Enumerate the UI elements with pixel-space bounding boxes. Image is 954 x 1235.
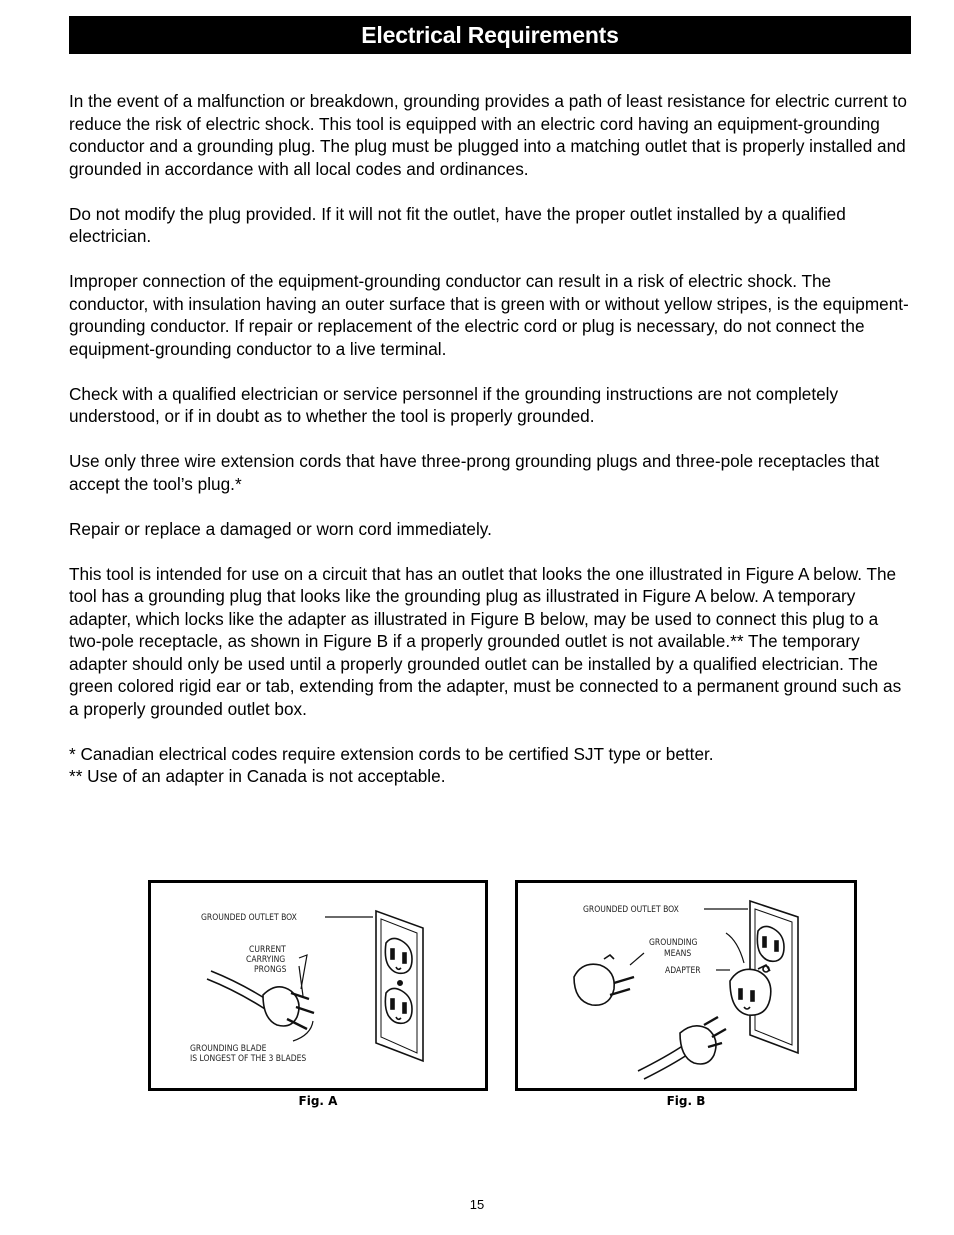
section-title: Electrical Requirements: [361, 21, 619, 48]
label-grounding-blade: GROUNDING BLADE: [190, 1044, 267, 1054]
figure-b-caption: Fig. B: [666, 1094, 706, 1108]
label-adapter: ADAPTER: [665, 966, 701, 976]
figure-a-illustration: [151, 883, 485, 1088]
figure-b-frame: [515, 880, 857, 1091]
leader-lines: [293, 917, 373, 1041]
three-prong-plug-illustration: [638, 1017, 726, 1079]
footnotes: [69, 743, 911, 788]
figure-a: [148, 880, 488, 1108]
figure-b-illustration: [518, 883, 854, 1088]
label-prongs: PRONGS: [254, 965, 287, 975]
figure-a-caption: Fig. A: [298, 1094, 338, 1108]
body-text: [69, 90, 911, 788]
footnote-adapter-canada: ** Use of an adapter in Canada is not acceptable.: [69, 766, 446, 786]
figure-a-frame: [148, 880, 488, 1091]
label-current: CURRENT: [249, 945, 286, 955]
page-number: 15: [469, 1197, 485, 1212]
paragraph-modify-plug: Do not modify the plug provided. If it will not fit the outlet, have the proper outlet installed by a qualified electrician.: [69, 203, 846, 246]
figure-b: [515, 880, 857, 1108]
outlet-plate-illustration: [376, 911, 423, 1061]
label-grounding: GROUNDING: [649, 938, 698, 948]
two-prong-plug-illustration: [574, 955, 634, 1005]
paragraph-repair-cord: Repair or replace a damaged or worn cord immediately.: [69, 518, 492, 539]
paragraph-improper-connection: Improper connection of the equipment-grounding conductor can result in a risk of electric shock. The conductor, with insulation having an outer surface that is green with or without yellow stripes, is the equipment-grounding conductor. If repair or replacement of the electric cord or plug is necessary, do not connect the equipment-grounding conductor to a live terminal.: [69, 271, 909, 359]
footnote-canadian-codes: * Canadian electrical codes require extension cords to be certified SJT type or better.: [69, 743, 714, 764]
paragraph-extension-cords: Use only three wire extension cords that have three-prong grounding plugs and three-pole receptacles that accept the tool’s plug.*: [69, 451, 880, 494]
grounding-plug-illustration: [207, 971, 314, 1029]
label-longest-blade: IS LONGEST OF THE 3 BLADES: [190, 1054, 307, 1064]
adapter-illustration: [730, 965, 771, 1015]
label-grounded-outlet-box: GROUNDED OUTLET BOX: [201, 913, 297, 923]
paragraph-check-electrician: Check with a qualified electrician or service personnel if the grounding instructions are not completely understood, or if in doubt as to whether the tool is properly grounded.: [69, 383, 839, 426]
label-means: MEANS: [664, 949, 692, 959]
label-carrying: CARRYING: [246, 955, 286, 965]
label-grounded-outlet-box: GROUNDED OUTLET BOX: [583, 905, 679, 915]
paragraph-grounding: In the event of a malfunction or breakdown, grounding provides a path of least resistance for electric current to reduce the risk of electric shock. This tool is equipped with an electric cord having an equipment-grounding conductor and a grounding plug. The plug must be plugged into a matching outlet that is properly installed and grounded in accordance with all local codes and ordinances.: [69, 91, 907, 179]
paragraph-circuit-outlet: This tool is intended for use on a circuit that has an outlet that looks the one illustrated in Figure A below. The tool has a grounding plug that looks like the grounding plug as illustrated in Figure A below. A temporary adapter, which locks like the adapter as illustrated in Figure B below, may be used to connect this plug to a two-pole receptacle, as shown in Figure B if a properly grounded outlet is not available.** The temporary adapter should only be used until a properly grounded outlet can be installed by a qualified electrician. The green colored rigid ear or tab, extending from the adapter, must be connected to a permanent ground such as a properly grounded outlet box.: [69, 563, 902, 719]
section-title-bar: [69, 16, 911, 54]
